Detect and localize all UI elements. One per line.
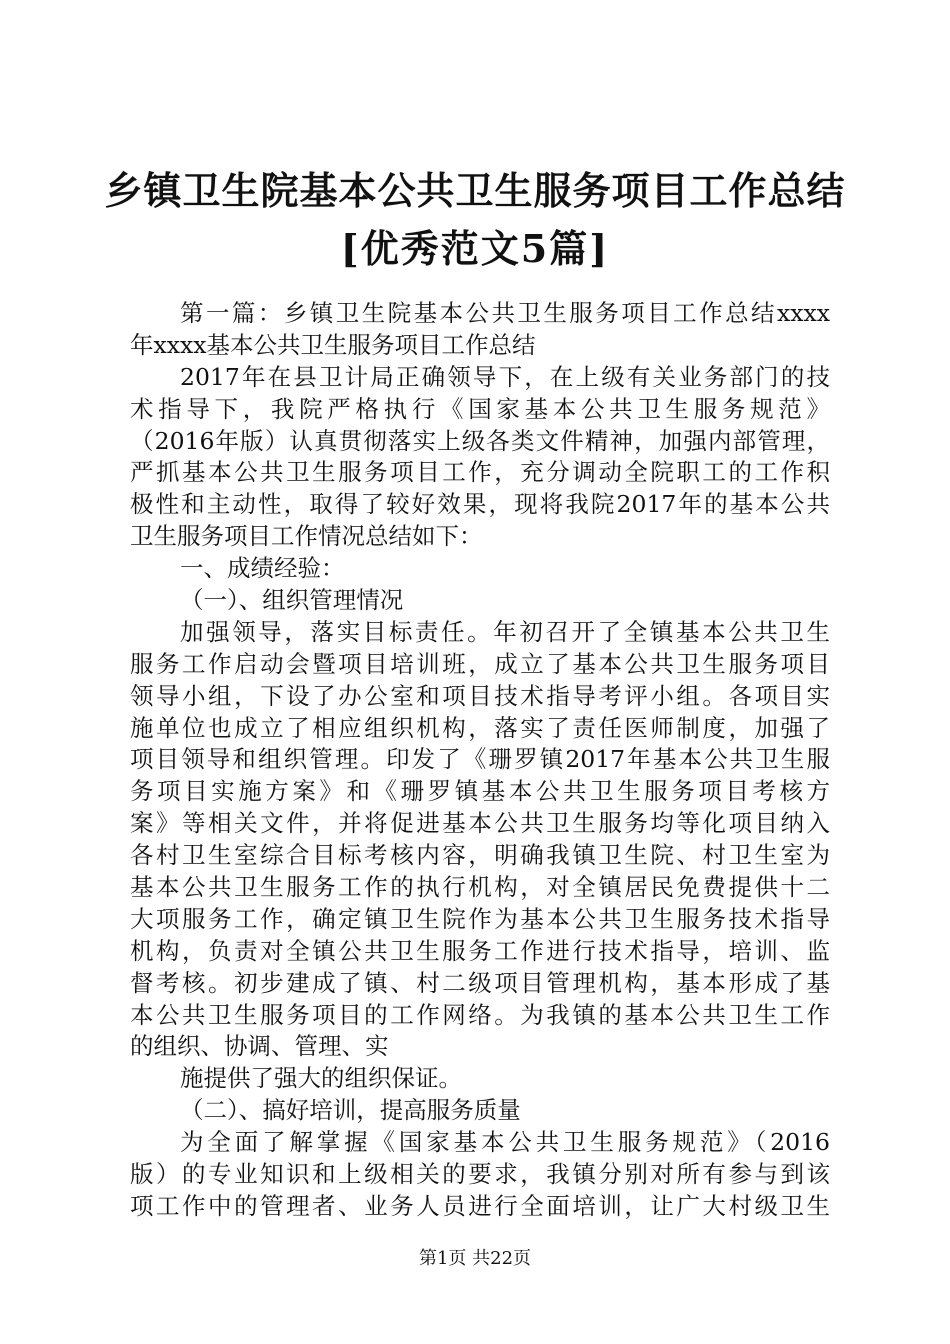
body-line: 机构，负责对全镇公共卫生服务工作进行技术指导，培训、监 [130,936,830,965]
body-line: 大项服务工作，确定镇卫生院作为基本公共卫生服务技术指导 [130,904,830,933]
body-line: 极性和主动性，取得了较好效果，现将我院2017年的基本公共 [130,490,830,519]
body-line: 术指导下，我院严格执行《国家基本公共卫生服务规范》 [130,394,830,423]
body-line: 年xxxx基本公共卫生服务项目工作总结 [130,330,536,359]
body-line: 督考核。初步建成了镇、村二级项目管理机构，基本形成了基 [130,968,830,997]
body-line: 严抓基本公共卫生服务项目工作，充分调动全院职工的工作积 [130,458,830,487]
body-line: 的组织、协调、管理、实 [130,1032,389,1061]
body-line: 为全面了解掌握《国家基本公共卫生服务规范》（2016 [180,1128,830,1157]
body-line: 加强领导，落实目标责任。年初召开了全镇基本公共卫生 [180,617,830,646]
body-line: 各村卫生室综合目标考核内容，明确我镇卫生院、村卫生室为 [130,841,830,870]
body-line: 基本公共卫生服务工作的执行机构，对全镇居民免费提供十二 [130,873,830,902]
body-line: 本公共卫生服务项目的工作网络。为我镇的基本公共卫生工作 [130,1000,830,1029]
body-line: 务项目实施方案》和《珊罗镇基本公共卫生服务项目考核方 [130,777,830,806]
body-line: 案》等相关文件，并将促进基本公共卫生服务均等化项目纳入 [130,809,830,838]
body-line: 版）的专业知识和上级相关的要求，我镇分别对所有参与到该 [130,1160,830,1189]
document-body [130,298,830,1223]
body-line: 施提供了强大的组织保证。 [180,1064,462,1093]
body-line: （二）、搞好培训，提高服务质量 [180,1096,521,1125]
body-line: 项目领导和组织管理。印发了《珊罗镇2017年基本公共卫生服 [130,745,830,774]
body-line: 领导小组，下设了办公室和项目技术指导考评小组。各项目实 [130,681,830,710]
body-line: 项工作中的管理者、业务人员进行全面培训，让广大村级卫生 [130,1191,830,1220]
body-line: 施单位也成立了相应组织机构，落实了责任医师制度，加强了 [130,713,830,742]
document-title-line-1: 乡镇卫生院基本公共卫生服务项目工作总结 [104,168,846,213]
body-line: 第一篇：乡镇卫生院基本公共卫生服务项目工作总结xxxx [180,299,830,327]
page-footer: 第1页 共22页 [418,1248,532,1269]
document-title-line-2: [优秀范文5篇] [340,226,610,271]
body-line: 服务工作启动会暨项目培训班，成立了基本公共卫生服务项目 [130,649,830,678]
body-line: 2017年在县卫计局正确领导下，在上级有关业务部门的技 [180,362,830,391]
body-line: （2016年版）认真贯彻落实上级各类文件精神，加强内部管理， [130,426,830,455]
body-line: 卫生服务项目工作情况总结如下： [130,522,483,551]
body-line: （一）、组织管理情况 [180,586,404,615]
body-line: 一、成绩经验： [180,554,345,583]
